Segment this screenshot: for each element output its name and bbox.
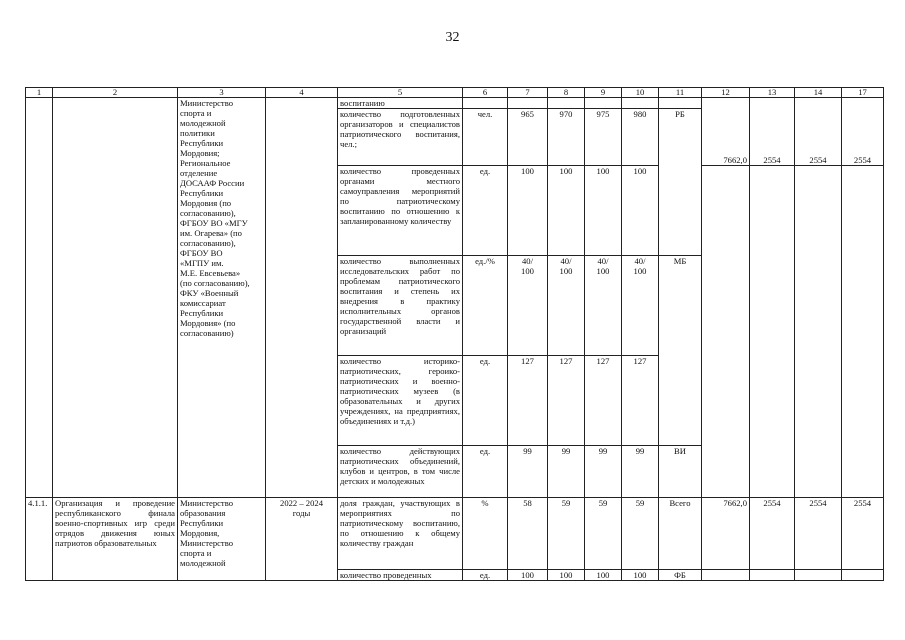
header-col-6: 6 — [463, 88, 508, 98]
value-2021: 100 — [508, 166, 548, 256]
header-col-9: 9 — [585, 88, 622, 98]
value-2024: 99 — [622, 446, 659, 498]
value-2021: 100 — [508, 570, 548, 581]
indicator-unit: чел. — [463, 109, 508, 166]
value-2024: 59 — [622, 498, 659, 570]
page-number: 32 — [445, 30, 460, 45]
header-col-8: 8 — [548, 88, 585, 98]
funding-total: 7662,0 — [702, 498, 750, 570]
indicator-unit: % — [463, 498, 508, 570]
table-row — [26, 98, 884, 109]
value-2023: 127 — [585, 356, 622, 446]
executor-cell: Министерство образования Республики Мордовия, Министерство спорта и молодежной — [178, 498, 266, 581]
value-2022: 970 — [548, 109, 585, 166]
funding-source: МБ — [659, 256, 702, 446]
funding-2024: 2554 — [842, 498, 884, 570]
indicator-name: количество проведенных органами местного самоуправления мероприятий по патриотическому воспитанию по отношению к запланированному количеству — [338, 166, 463, 256]
value-2023: 100 — [585, 166, 622, 256]
header-col-13: 13 — [750, 88, 795, 98]
value-2023: 40/ 100 — [585, 256, 622, 356]
value-2023: 975 — [585, 109, 622, 166]
indicator-name: количество проведенных — [338, 570, 463, 581]
header-col-4: 4 — [266, 88, 338, 98]
funding-2023: 2554 — [795, 498, 842, 570]
indicator-unit: ед. — [463, 570, 508, 581]
event-cell — [53, 98, 178, 498]
funding-source: ВИ — [659, 446, 702, 498]
value-2024: 100 — [622, 570, 659, 581]
header-col-3: 3 — [178, 88, 266, 98]
value-2024: 980 — [622, 109, 659, 166]
header-col-2: 2 — [53, 88, 178, 98]
indicator-name: доля граждан, участвующих в мероприятиях по патриотическому воспитанию, по отношению к общему количеству граждан — [338, 498, 463, 570]
funding-2024: 2554 — [842, 98, 884, 166]
header-col-12: 12 — [702, 88, 750, 98]
period-cell: 2022 – 2024 годы — [266, 498, 338, 581]
header-col-5: 5 — [338, 88, 463, 98]
value-2023: 99 — [585, 446, 622, 498]
header-col-14: 14 — [795, 88, 842, 98]
value-2022: 99 — [548, 446, 585, 498]
period-cell — [266, 98, 338, 498]
value-2023: 59 — [585, 498, 622, 570]
value-2023: 100 — [585, 570, 622, 581]
indicator-name: количество подготовленных организаторов и специалистов патриотического воспитания, чел.; — [338, 109, 463, 166]
value-2021: 127 — [508, 356, 548, 446]
value-2022: 100 — [548, 166, 585, 256]
table-row — [26, 498, 884, 570]
value-2022: 59 — [548, 498, 585, 570]
row-number-cell — [26, 98, 53, 498]
value-2024: 40/ 100 — [622, 256, 659, 356]
funding-2022: 2554 — [750, 98, 795, 166]
header-row — [26, 88, 884, 98]
header-col-17: 17 — [842, 88, 884, 98]
indicator-name: количество историко-патриотических, героико-патриотических и военно-патриотических музеев (в образовательных и других учреждениях, на предприятиях, объединениях и т.д.) — [338, 356, 463, 446]
header-col-10: 10 — [622, 88, 659, 98]
funding-source: ФБ — [659, 570, 702, 581]
executor-cell: Министерство спорта и молодежной политики Республики Мордовия; Региональное отделение ДОСААФ России Республики Мордовия (по согласованию), ФГБОУ ВО «МГУ им. Огарева» (по согласованию), ФГБОУ ВО «МГПУ им. М.Е. Евсевьева» (по согласованию), ФКУ «Военный комиссариат Республики Мордовия» (по согласованию) — [178, 98, 266, 498]
value-2024: 100 — [622, 166, 659, 256]
funding-source: РБ — [659, 109, 702, 256]
indicator-unit: ед. — [463, 446, 508, 498]
header-col-1: 1 — [26, 88, 53, 98]
value-2021: 40/ 100 — [508, 256, 548, 356]
value-2021: 99 — [508, 446, 548, 498]
indicator-unit: ед. — [463, 356, 508, 446]
value-2022: 127 — [548, 356, 585, 446]
program-table — [25, 87, 884, 581]
funding-total: 7662,0 — [702, 98, 750, 166]
value-2021: 965 — [508, 109, 548, 166]
indicator-unit: ед. — [463, 166, 508, 256]
row-number-cell: 4.1.1. — [26, 498, 53, 581]
funding-2023: 2554 — [795, 98, 842, 166]
value-2022: 100 — [548, 570, 585, 581]
value-2024: 127 — [622, 356, 659, 446]
indicator-name: количество выполненных исследовательских работ по проблемам патриотического воспитания и степень их внедрения в практику исполнительных органов государственной власти и организаций — [338, 256, 463, 356]
value-2022: 40/ 100 — [548, 256, 585, 356]
indicator-name: количество действующих патриотических объединений, клубов и центров, в том числе детских и молодежных — [338, 446, 463, 498]
funding-source: Всего — [659, 498, 702, 570]
header-col-11: 11 — [659, 88, 702, 98]
event-cell: Организация и проведение республиканского финала военно-спортивных игр среди отрядов движения юных патриотов образовательных — [53, 498, 178, 581]
funding-2022: 2554 — [750, 498, 795, 570]
indicator-name: воспитанию — [338, 98, 463, 109]
header-col-7: 7 — [508, 88, 548, 98]
indicator-unit: ед./% — [463, 256, 508, 356]
value-2021: 58 — [508, 498, 548, 570]
